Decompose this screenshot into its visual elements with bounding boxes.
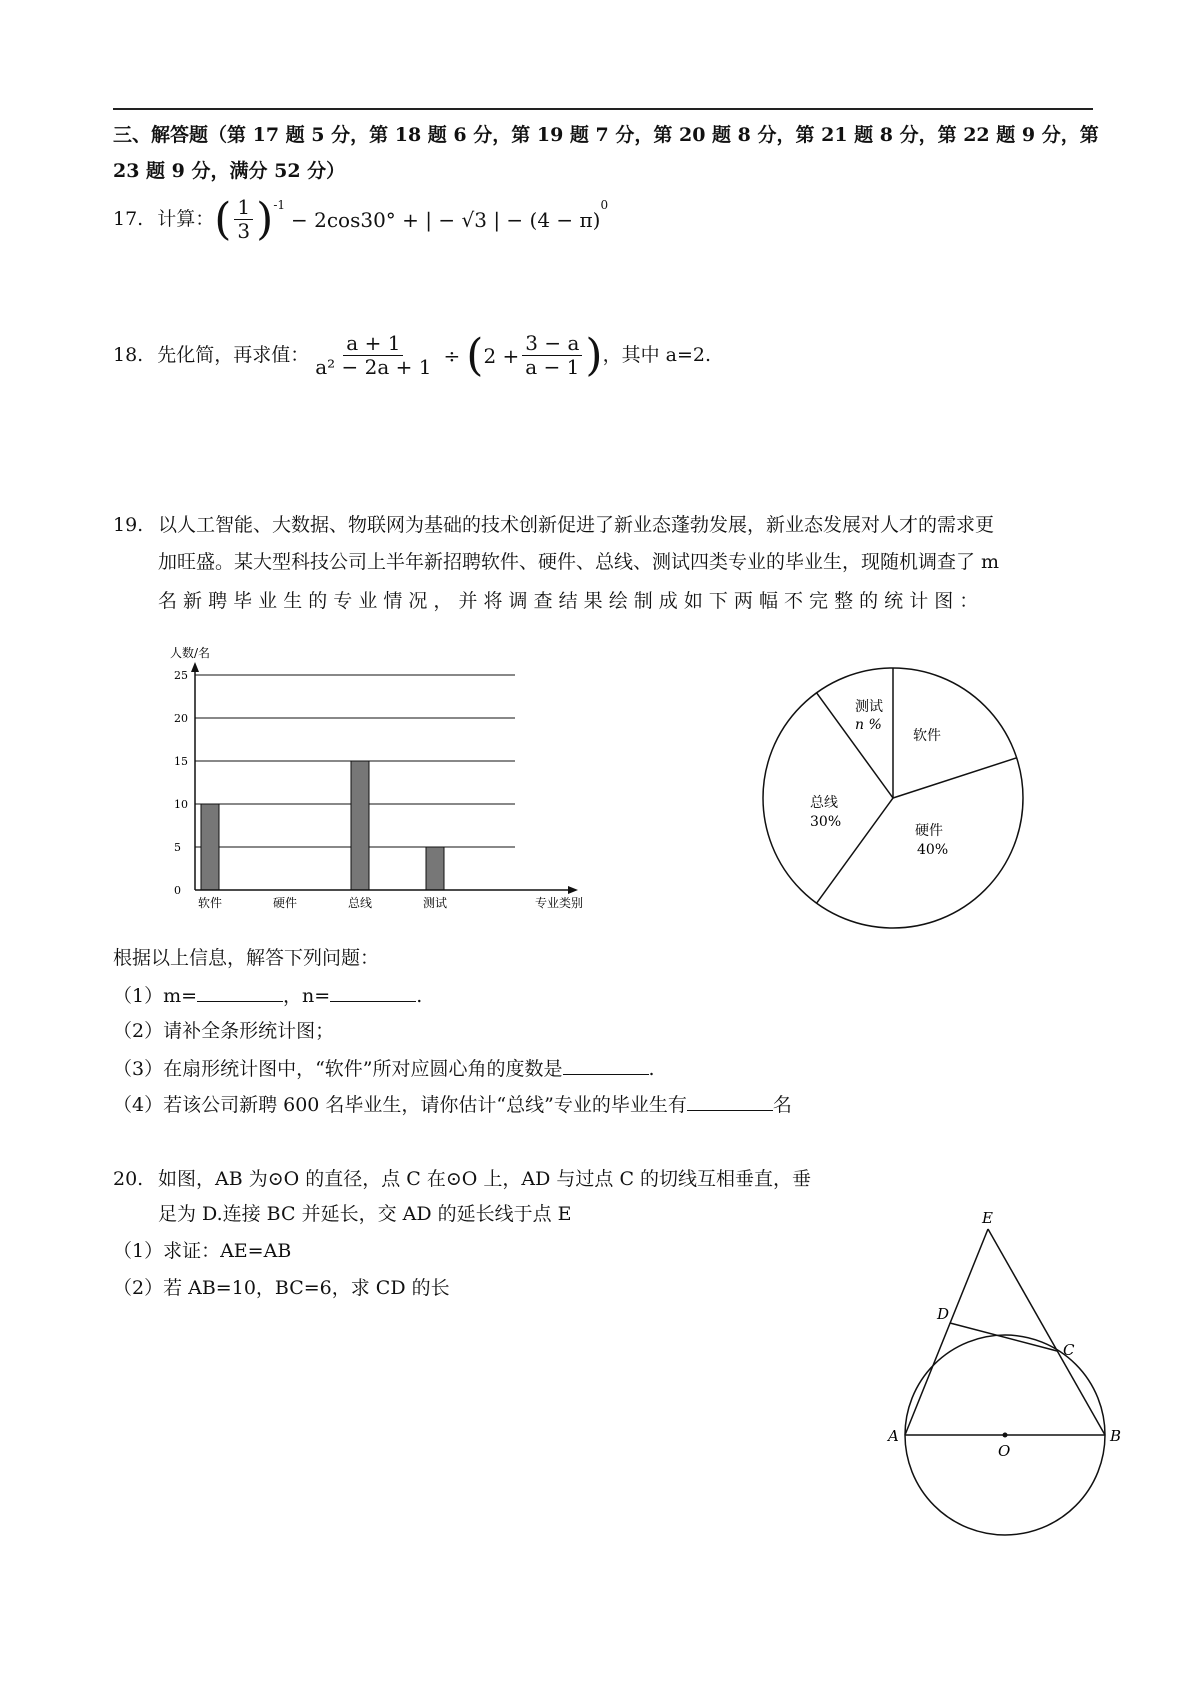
y-tick-label: 0 <box>174 884 181 897</box>
pie-label-hardware: 硬件 <box>915 823 943 839</box>
q19-sub1 <box>113 983 422 1008</box>
q18-two-plus: 2 + <box>483 343 520 368</box>
bar <box>426 847 444 890</box>
bar <box>201 804 219 890</box>
q17-frac-den: 3 <box>237 219 251 243</box>
label-e: E <box>982 1209 993 1227</box>
answer-blank-count[interactable] <box>687 1092 773 1111</box>
q17-exp1: -1 <box>273 198 286 212</box>
q19-sub3-text: （3）在扇形统计图中，“软件”所对应圆心角的度数是 <box>113 1058 563 1080</box>
section-heading-line2: 23 题 9 分，满分 52 分） <box>113 160 346 182</box>
pie-slice-boundary <box>893 758 1017 798</box>
q18-frac1-num: a + 1 <box>343 332 403 356</box>
answer-blank-angle[interactable] <box>563 1056 649 1075</box>
q19-line3: 名 新 聘 毕 业 生 的 专 业 情 况 ， 并 将 调 查 结 果 绘 制 成 如 下 两 幅 不 完 整 的 统 计 图 ： <box>158 590 979 612</box>
center-dot <box>1003 1433 1008 1438</box>
q20-line2: 足为 D.连接 BC 并延长，交 AD 的延长线于点 E <box>158 1203 572 1225</box>
q19-sub3 <box>113 1056 655 1081</box>
q17-frac-num: 1 <box>234 196 253 220</box>
question-17: 17. 计算： ( $\frac{1}{3}$ ) -1 − 2cos30° + | − √3 | − (4 − π) 0 <box>113 193 609 245</box>
category-label: 测试 <box>422 896 448 910</box>
q19-line1: 以人工智能、大数据、物联网为基础的技术创新促进了新业态蓬勃发展，新业态发展对人才的需求更 <box>158 514 995 536</box>
x-axis-arrow <box>568 886 578 894</box>
q18-label: 先化简，再求值： <box>157 344 310 367</box>
q19-sub1-end: . <box>416 985 423 1007</box>
q20-sub1: （1）求证：AE=AB <box>113 1240 292 1262</box>
y-tick-label: 20 <box>174 712 188 725</box>
q18-frac2-den: a − 1 <box>525 355 580 379</box>
line-ae <box>905 1229 988 1435</box>
top-rule <box>113 108 1093 110</box>
label-d: D <box>937 1305 950 1323</box>
answer-blank-n[interactable] <box>330 983 416 1002</box>
category-label: 总线 <box>347 896 373 910</box>
pie-label-bus: 总线 <box>810 795 838 811</box>
bar-chart <box>160 640 600 910</box>
x-axis-label: 专业类别 <box>535 896 584 910</box>
label-c: C <box>1063 1341 1075 1359</box>
pie-label-test: 测试 <box>855 699 883 715</box>
section-heading-line1: 三、解答题（第 17 题 5 分，第 18 题 6 分，第 19 题 7 分，第 20 题 8 分，第 21 题 8 分，第 22 题 9 分，第 <box>113 124 1099 146</box>
answer-blank-m[interactable] <box>197 983 283 1002</box>
q17-expression: − 2cos30° + | − √3 | − (4 − π) <box>291 207 601 232</box>
y-tick-label: 15 <box>174 755 188 768</box>
line-dc <box>950 1323 1057 1351</box>
pie-pct-test: n % <box>855 717 882 733</box>
q17-label: 计算： <box>157 208 215 231</box>
y-tick-label: 10 <box>174 798 188 811</box>
q19-after: 根据以上信息，解答下列问题： <box>113 947 380 969</box>
q19-line2: 加旺盛。某大型科技公司上半年新招聘软件、硬件、总线、测试四类专业的毕业生，现随机调查了 m <box>158 551 1000 573</box>
q20-number: 20. <box>113 1168 144 1190</box>
category-label: 硬件 <box>272 896 298 910</box>
geometry-figure <box>880 1205 1130 1585</box>
q19-sub4-end: 名 <box>772 1094 792 1116</box>
q18-div: ÷ <box>443 343 461 368</box>
pie-chart <box>760 665 1030 935</box>
q20-sub2: （2）若 AB=10，BC=6，求 CD 的长 <box>113 1277 450 1299</box>
q19-sub4 <box>113 1092 792 1117</box>
q18-frac1-den: a² − 2a + 1 <box>315 355 432 379</box>
pie-label-software: 软件 <box>913 728 941 744</box>
question-18: 18. 先化简，再求值： $\frac{a + 1}{\text{a² − 2a + 1}}$ ÷ ( 2 + $\frac{3 - a}{a - 1}$ ) ，其中 a=2. <box>113 329 711 381</box>
q20-line1: 如图，AB 为⊙O 的直径，点 C 在⊙O 上，AD 与过点 C 的切线互相垂直，垂 <box>158 1168 812 1190</box>
q19-sub2: （2）请补全条形统计图； <box>113 1020 335 1042</box>
y-axis-label: 人数/名 <box>170 646 211 660</box>
category-label: 软件 <box>197 896 223 910</box>
label-b: B <box>1110 1427 1122 1445</box>
q17-exp2: 0 <box>600 198 609 212</box>
y-tick-label: 25 <box>174 669 188 682</box>
q19-sub1-m: （1）m= <box>113 985 198 1007</box>
label-a: A <box>888 1427 899 1445</box>
y-tick-label: 5 <box>174 841 181 854</box>
q17-number: 17. <box>113 208 144 231</box>
q19-number: 19. <box>113 514 144 536</box>
label-o: O <box>998 1442 1011 1460</box>
q18-number: 18. <box>113 344 144 367</box>
q19-sub3-end: . <box>648 1058 655 1080</box>
q18-tail: ，其中 a=2. <box>602 344 711 367</box>
q19-sub1-n: ，n= <box>283 985 331 1007</box>
bar <box>351 761 369 890</box>
line-be <box>988 1229 1105 1435</box>
q19-sub4-text: （4）若该公司新聘 600 名毕业生，请你估计“总线”专业的毕业生有 <box>113 1094 687 1116</box>
pie-pct-hardware: 40% <box>917 842 949 858</box>
q18-frac2-num: 3 − a <box>522 332 582 356</box>
pie-pct-bus: 30% <box>810 814 842 830</box>
y-axis-arrow <box>191 662 199 672</box>
